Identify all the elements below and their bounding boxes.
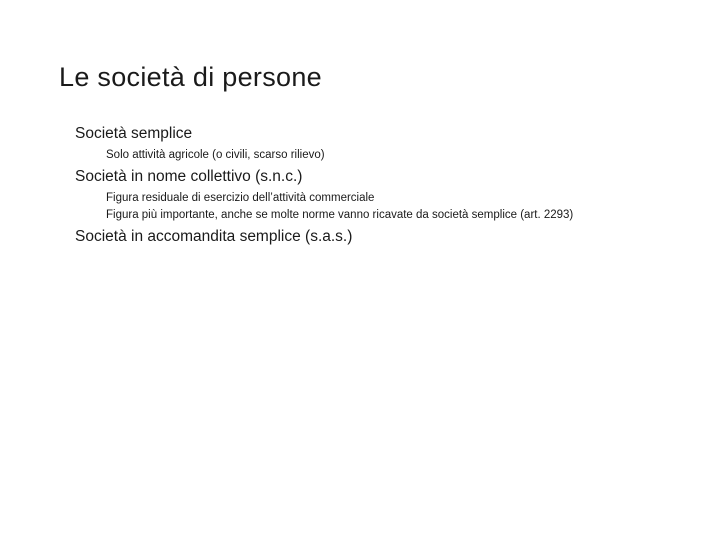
bullet-group-snc <box>75 167 705 223</box>
slide-title: Le società di persone <box>59 62 322 92</box>
bullet-item: Società in accomandita semplice (s.a.s.) <box>75 228 353 245</box>
bullet-item: Società semplice <box>75 125 193 142</box>
bullet-group-societa-semplice <box>75 124 705 163</box>
sub-bullet-item: Figura residuale di esercizio dell’attività commerciale <box>106 192 375 204</box>
bullet-list <box>75 124 705 251</box>
bullet-group-sas <box>75 227 705 247</box>
sub-bullet-item: Solo attività agricole (o civili, scarso rilievo) <box>106 149 325 161</box>
sub-bullet-item: Figura più importante, anche se molte norme vanno ricavate da società semplice (art. 2293) <box>106 209 574 221</box>
bullet-item: Società in nome collettivo (s.n.c.) <box>75 168 303 185</box>
